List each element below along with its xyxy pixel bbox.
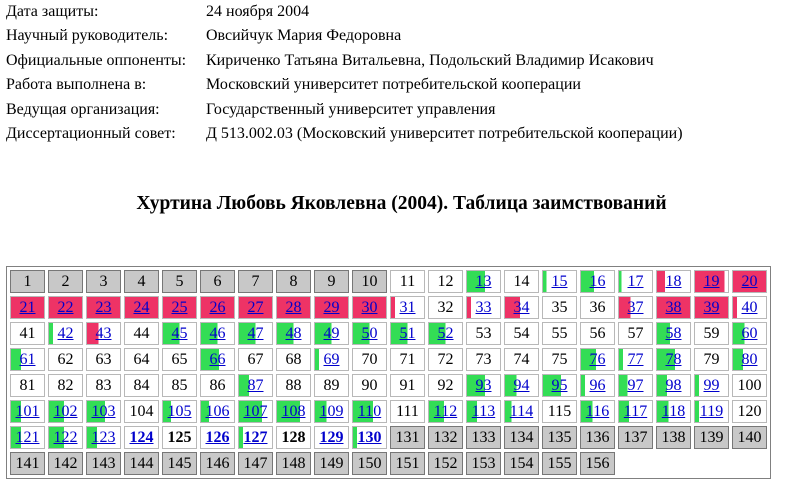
page-cell: 142 [48,452,83,475]
page-link[interactable]: 94 [513,377,530,394]
page-cell: 1 [10,270,45,293]
page-cell: 75 [542,348,577,371]
page-cell: 2 [48,270,83,293]
page-cell[interactable] [48,296,83,319]
page-link[interactable]: 95 [551,377,568,394]
page-link[interactable]: 126 [205,429,230,446]
page-cell[interactable] [466,400,501,423]
page-cell[interactable] [238,322,273,345]
page-cell[interactable] [86,296,121,319]
page-link[interactable]: 123 [91,429,116,446]
page-cell[interactable] [580,348,615,371]
page-cell[interactable] [48,426,83,449]
page-cell: 136 [580,426,615,449]
page-cell[interactable] [580,270,615,293]
page-cell: 11 [390,270,425,293]
page-link[interactable]: 101 [15,403,40,420]
page-cell[interactable] [276,296,311,319]
page-cell[interactable] [48,400,83,423]
info-value: 24 ноября 2004 [206,3,310,20]
page-link[interactable]: 107 [243,403,268,420]
page-cell[interactable] [238,426,273,449]
page-cell[interactable] [732,296,767,319]
page-link[interactable]: 121 [15,429,40,446]
page-link[interactable]: 106 [205,403,230,420]
page-cell: 138 [656,426,691,449]
borrowing-table [6,266,771,479]
page-cell: 128 [276,426,311,449]
page-cell[interactable] [86,400,121,423]
page-cell[interactable] [162,296,197,319]
page-link[interactable]: 103 [91,403,116,420]
page-cell: 67 [238,348,273,371]
info-value: Овсийчук Мария Федоровна [206,27,402,45]
page-cell: 150 [352,452,387,475]
page-cell: 9 [314,270,349,293]
page-cell: 155 [542,452,577,475]
page-link[interactable]: 43 [95,325,112,342]
page-cell: 132 [428,426,463,449]
page-cell[interactable] [352,400,387,423]
page-cell[interactable] [542,374,577,397]
page-cell: 7 [238,270,273,293]
page-cell[interactable] [200,400,235,423]
page-cell: 111 [390,400,425,423]
page-cell[interactable] [352,426,387,449]
page-title: Хуртина Любовь Яковлевна (2004). Таблица заимствований [136,193,667,214]
page-cell[interactable] [504,400,539,423]
page-link[interactable]: 96 [589,377,606,394]
page-link[interactable]: 47 [247,325,264,342]
page-cell: 143 [86,452,121,475]
page-link[interactable]: 117 [623,403,648,420]
page-link[interactable]: 80 [741,351,758,368]
page-cell[interactable] [48,322,83,345]
page-cell[interactable] [580,400,615,423]
page-cell: 70 [352,348,387,371]
page-link[interactable]: 69 [323,351,340,368]
page-link[interactable]: 87 [247,377,264,394]
page-cell: 85 [162,374,197,397]
page-cell: 125 [162,426,197,449]
page-link[interactable]: 118 [661,403,686,420]
page-link[interactable]: 99 [703,377,720,394]
page-cell: 89 [314,374,349,397]
page-link[interactable]: 129 [319,429,344,446]
page-cell: 133 [466,426,501,449]
page-cell[interactable] [314,426,349,449]
page-cell[interactable] [466,374,501,397]
page-link[interactable]: 23 [95,299,112,316]
page-link[interactable]: 16 [589,273,606,290]
page-cell[interactable] [732,348,767,371]
page-cell[interactable] [238,374,273,397]
page-cell: 12 [428,270,463,293]
page-link[interactable]: 37 [627,299,644,316]
page-cell[interactable] [732,322,767,345]
page-link[interactable]: 29 [323,299,340,316]
page-link[interactable]: 122 [53,429,78,446]
page-link[interactable]: 31 [399,299,416,316]
page-link[interactable]: 13 [475,273,492,290]
page-link[interactable]: 45 [171,325,188,342]
page-link[interactable]: 22 [57,299,74,316]
page-cell: 14 [504,270,539,293]
page-cell[interactable] [10,400,45,423]
page-link[interactable]: 58 [665,325,682,342]
page-link[interactable]: 60 [741,325,758,342]
page-link[interactable]: 40 [741,299,758,316]
page-cell[interactable] [656,400,691,423]
page-link[interactable]: 102 [53,403,78,420]
page-link[interactable]: 119 [699,403,724,420]
page-cell[interactable] [86,322,121,345]
page-cell: 154 [504,452,539,475]
page-link[interactable]: 77 [627,351,644,368]
page-link[interactable]: 109 [319,403,344,420]
page-cell: 59 [694,322,729,345]
page-link[interactable]: 52 [437,325,454,342]
page-cell[interactable] [618,400,653,423]
page-link[interactable]: 42 [57,325,74,342]
page-link[interactable]: 78 [665,351,682,368]
page-cell[interactable] [618,374,653,397]
page-cell: 90 [352,374,387,397]
info-value: Московский университет потребительской кооперации [206,76,581,94]
page-link[interactable]: 19 [703,273,720,290]
page-link[interactable]: 105 [167,403,192,420]
page-link[interactable]: 28 [285,299,302,316]
info-value: Государственный университет управления [206,100,496,118]
page-link[interactable]: 108 [281,403,306,420]
page-cell[interactable] [314,296,349,319]
page-cell: 41 [10,322,45,345]
page-cell: 4 [124,270,159,293]
info-value: Д 513.002.03 (Московский университет потребительской кооперации) [206,124,683,142]
page-link[interactable]: 113 [471,403,496,420]
page-cell[interactable] [390,296,425,319]
info-label: Ведущая организация: [6,100,160,118]
page-link[interactable]: 38 [665,299,682,316]
page-cell[interactable] [200,322,235,345]
page-cell: 65 [162,348,197,371]
page-link[interactable]: 21 [19,299,36,316]
page-cell[interactable] [10,426,45,449]
page-cell: 54 [504,322,539,345]
page-cell[interactable] [10,348,45,371]
page-cell[interactable] [162,400,197,423]
page-cell: 147 [238,452,273,475]
page-cell[interactable] [314,400,349,423]
page-link[interactable]: 114 [509,403,534,420]
page-cell: 36 [580,296,615,319]
page-cell[interactable] [238,400,273,423]
page-link[interactable]: 124 [129,429,154,446]
page-cell[interactable] [390,322,425,345]
page-cell: 44 [124,322,159,345]
page-cell[interactable] [200,348,235,371]
page-cell: 88 [276,374,311,397]
page-cell[interactable] [428,400,463,423]
page-cell: 152 [428,452,463,475]
page-cell[interactable] [618,296,653,319]
page-cell: 141 [10,452,45,475]
page-link[interactable]: 61 [19,351,36,368]
page-link[interactable]: 15 [551,273,568,290]
page-link[interactable]: 66 [209,351,226,368]
page-cell[interactable] [124,296,159,319]
page-link[interactable]: 33 [475,299,492,316]
info-value: Кириченко Татьяна Витальевна, Подольский Владимир Исакович [206,51,654,69]
page-cell[interactable] [10,296,45,319]
page-cell: 10 [352,270,387,293]
page-cell[interactable] [352,322,387,345]
page-cell[interactable] [200,426,235,449]
page-cell: 151 [390,452,425,475]
page-cell: 68 [276,348,311,371]
page-cell[interactable] [238,296,273,319]
page-cell: 35 [542,296,577,319]
page-cell[interactable] [314,322,349,345]
page-cell: 145 [162,452,197,475]
page-link[interactable]: 48 [285,325,302,342]
page-cell[interactable] [732,270,767,293]
page-link[interactable]: 39 [703,299,720,316]
page-link[interactable]: 20 [741,273,758,290]
page-cell[interactable] [618,348,653,371]
page-cell: 86 [200,374,235,397]
page-link[interactable]: 30 [361,299,378,316]
page-cell: 134 [504,426,539,449]
page-cell: 144 [124,452,159,475]
page-cell[interactable] [314,348,349,371]
info-label: Официальные оппоненты: [6,51,187,69]
page-cell[interactable] [86,426,121,449]
page-link[interactable]: 98 [665,377,682,394]
page-cell: 139 [694,426,729,449]
info-label: Работа выполнена в: [6,76,147,94]
page-cell: 91 [390,374,425,397]
page-cell: 153 [466,452,501,475]
page-cell: 6 [200,270,235,293]
page-cell: 32 [428,296,463,319]
page-link[interactable]: 76 [589,351,606,368]
page-cell: 83 [86,374,121,397]
page-cell[interactable] [542,270,577,293]
page-link[interactable]: 46 [209,325,226,342]
page-cell: 120 [732,400,767,423]
page-cell[interactable] [162,322,197,345]
page-link[interactable]: 112 [433,403,458,420]
page-link[interactable]: 17 [627,273,644,290]
page-cell[interactable] [276,322,311,345]
page-cell: 140 [732,426,767,449]
page-cell: 55 [542,322,577,345]
page-cell: 104 [124,400,159,423]
page-cell: 100 [732,374,767,397]
page-cell: 156 [580,452,615,475]
page-cell[interactable] [352,296,387,319]
page-link[interactable]: 34 [513,299,530,316]
info-label: Научный руководитель: [6,27,169,45]
page-link[interactable]: 24 [133,299,150,316]
page-cell: 92 [428,374,463,397]
page-cell: 81 [10,374,45,397]
info-label: Дата защиты: [6,3,99,20]
page-cell: 5 [162,270,197,293]
page-cell[interactable] [466,270,501,293]
page-cell: 56 [580,322,615,345]
page-link[interactable]: 97 [627,377,644,394]
page-link[interactable]: 18 [665,273,682,290]
page-cell: 62 [48,348,83,371]
page-cell[interactable] [656,348,691,371]
page-link[interactable]: 110 [357,403,382,420]
page-link[interactable]: 26 [209,299,226,316]
page-cell: 57 [618,322,653,345]
info-label: Диссертационный совет: [6,124,176,142]
page-cell: 72 [428,348,463,371]
page-cell: 135 [542,426,577,449]
page-cell: 146 [200,452,235,475]
page-cell[interactable] [504,296,539,319]
page-link[interactable]: 130 [357,429,382,446]
page-cell: 115 [542,400,577,423]
page-cell: 82 [48,374,83,397]
page-link[interactable]: 93 [475,377,492,394]
page-link[interactable]: 50 [361,325,378,342]
page-link[interactable]: 25 [171,299,188,316]
page-cell: 79 [694,348,729,371]
page-cell[interactable] [504,374,539,397]
page-cell[interactable] [656,374,691,397]
page-cell[interactable] [618,270,653,293]
page-cell[interactable] [656,296,691,319]
page-link[interactable]: 116 [585,403,610,420]
page-cell: 63 [86,348,121,371]
page-cell[interactable] [694,296,729,319]
page-cell[interactable] [694,374,729,397]
page-cell[interactable] [466,296,501,319]
page-cell[interactable] [656,322,691,345]
page-cell: 64 [124,348,159,371]
page-cell[interactable] [200,296,235,319]
page-cell[interactable] [694,270,729,293]
page-cell: 137 [618,426,653,449]
page-cell[interactable] [428,322,463,345]
page-link[interactable]: 51 [399,325,416,342]
page-cell: 3 [86,270,121,293]
page-cell: 53 [466,322,501,345]
page-cell[interactable] [124,426,159,449]
page-cell[interactable] [276,400,311,423]
page-cell[interactable] [694,400,729,423]
page-link[interactable]: 49 [323,325,340,342]
page-cell: 8 [276,270,311,293]
page-cell[interactable] [656,270,691,293]
page-cell: 84 [124,374,159,397]
page-cell: 74 [504,348,539,371]
page-link[interactable]: 127 [243,429,268,446]
page-link[interactable]: 27 [247,299,264,316]
page-cell: 71 [390,348,425,371]
page-cell[interactable] [580,374,615,397]
page-cell: 148 [276,452,311,475]
page-cell: 149 [314,452,349,475]
page-cell: 73 [466,348,501,371]
page-cell: 131 [390,426,425,449]
